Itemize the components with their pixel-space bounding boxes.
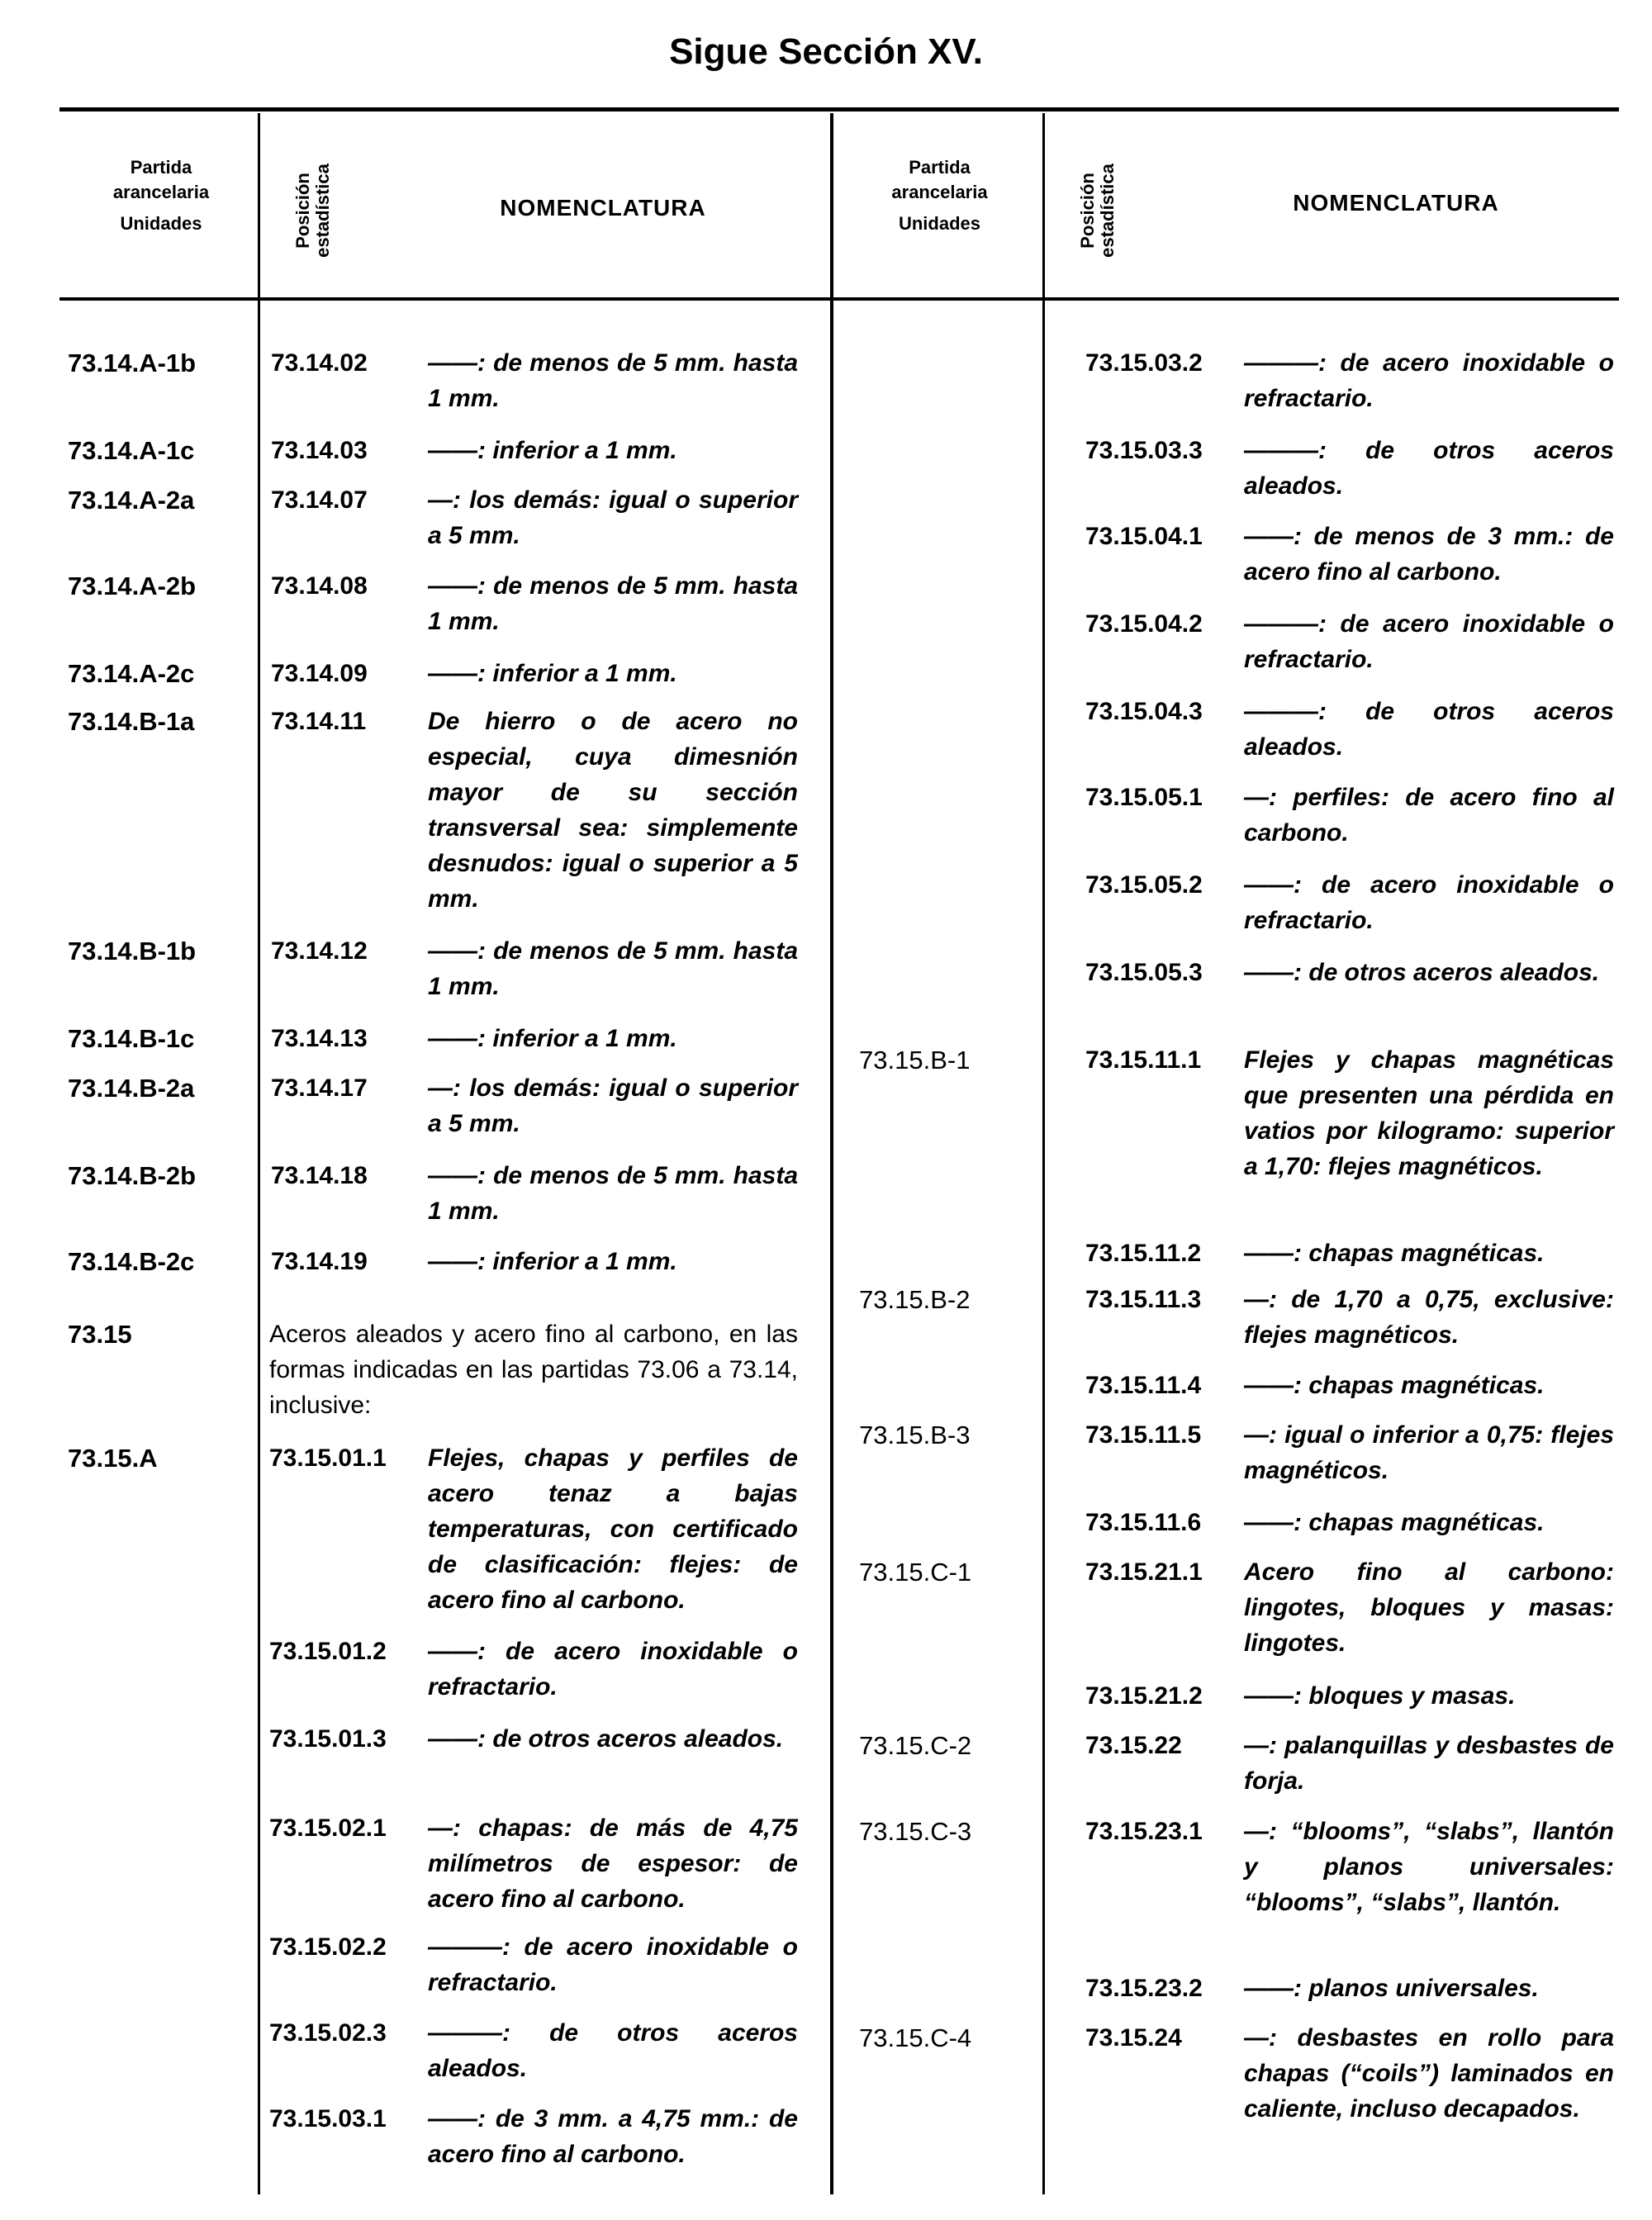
page-title: Sigue Sección XV.	[669, 31, 983, 72]
nomenclatura-cell: ———: de otros aceros aleados.	[1244, 698, 1614, 761]
nomenclatura-cell: —: “blooms”, “slabs”, llantón y planos universales: “blooms”, “slabs”, llantón.	[1244, 1818, 1614, 1916]
nomenclatura-cell: ——: inferior a 1 mm.	[428, 1248, 677, 1275]
nomenclatura-cell: ——: de menos de 5 mm. hasta 1 mm.	[428, 349, 798, 412]
posicion-cell: 73.15.04.2	[1085, 610, 1203, 638]
nomenclatura-cell: De hierro o de acero no especial, cuya dimesnión mayor de su sección transversal sea: simplemente desnudos: igual o superior a 5 mm.	[428, 708, 798, 913]
posicion-cell: 73.14.18	[271, 1162, 368, 1189]
partida-cell: 73.15	[68, 1320, 132, 1349]
center-divider	[830, 113, 833, 2194]
posicion-cell: 73.15.05.3	[1085, 959, 1203, 986]
partida-cell: 73.14.B-2a	[68, 1074, 195, 1103]
posicion-cell: 73.15.21.1	[1085, 1558, 1203, 1586]
nomenclatura-cell: Flejes, chapas y perfiles de acero tenaz a bajas temperaturas, con certificado de clasificación: flejes: de acero fino al carbono.	[428, 1444, 798, 1614]
partida-cell: 73.14.B-1a	[68, 707, 195, 736]
partida-cell: 73.14.A-1c	[68, 436, 195, 465]
partida-cell: 73.15.B-3	[859, 1421, 971, 1449]
nomenclatura-cell: —: desbastes en rollo para chapas (“coils”) laminados en caliente, incluso decapados.	[1244, 2024, 1614, 2123]
partida-cell: 73.14.A-1b	[68, 349, 197, 377]
posicion-cell: 73.14.11	[271, 708, 367, 735]
nomenclatura-cell: ——: de 3 mm. a 4,75 mm.: de acero fino al carbono.	[428, 2105, 798, 2168]
table-top-rule	[59, 107, 1619, 111]
nomenclatura-cell: ——: de acero inoxidable o refractario.	[1244, 871, 1614, 934]
nomenclatura-cell: ——: inferior a 1 mm.	[428, 1025, 677, 1052]
nomenclatura-cell: ——: de acero inoxidable o refractario.	[428, 1638, 798, 1701]
nomenclatura-cell: ——: chapas magnéticas.	[1244, 1372, 1545, 1399]
nomenclatura-cell: Acero fino al carbono: lingotes, bloques y masas: lingotes.	[1244, 1558, 1614, 1657]
posicion-cell: 73.14.13	[271, 1025, 368, 1052]
nomenclatura-cell: —: igual o inferior a 0,75: flejes magnéticos.	[1244, 1421, 1614, 1484]
posicion-cell: 73.15.22	[1085, 1732, 1182, 1759]
posicion-cell: 73.15.05.1	[1085, 784, 1203, 811]
posicion-cell: 73.14.08	[271, 572, 368, 600]
posicion-cell: 73.15.11.5	[1085, 1421, 1202, 1449]
posicion-cell: 73.15.01.2	[269, 1638, 387, 1665]
nomenclatura-cell: ——: inferior a 1 mm.	[428, 437, 677, 464]
posicion-cell: 73.15.11.6	[1085, 1509, 1202, 1536]
partida-cell: 73.14.B-1b	[68, 937, 197, 965]
nomenclatura-cell: ———: de acero inoxidable o refractario.	[1244, 610, 1614, 673]
nomenclatura-cell: ——: de otros aceros aleados.	[1244, 959, 1600, 986]
nomenclatura-cell: ——: inferior a 1 mm.	[428, 660, 677, 687]
posicion-cell: 73.15.02.1	[269, 1814, 387, 1842]
header-bottom-rule	[59, 297, 1619, 301]
header-partida: Partida arancelaria Unidades	[891, 157, 988, 234]
nomenclatura-cell: —: los demás: igual o superior a 5 mm.	[428, 486, 798, 549]
posicion-cell: 73.15.11.3	[1085, 1286, 1202, 1313]
posicion-cell: 73.15.03.3	[1085, 437, 1203, 464]
partida-cell: 73.14.B-2b	[68, 1161, 197, 1190]
partida-cell: 73.15.B-1	[859, 1046, 971, 1074]
nomenclatura-cell: —: perfiles: de acero fino al carbono.	[1244, 784, 1614, 847]
nomenclatura-cell: ——: de menos de 3 mm.: de acero fino al carbono.	[1244, 523, 1614, 586]
partida-cell: 73.15.C-1	[859, 1558, 972, 1587]
posicion-cell: 73.15.02.2	[269, 1933, 387, 1961]
partida-cell: 73.15.C-3	[859, 1817, 972, 1846]
partida-cell: 73.15.A	[68, 1444, 158, 1473]
posicion-cell: 73.14.03	[271, 437, 368, 464]
posicion-cell: 73.15.03.1	[269, 2105, 387, 2132]
posicion-cell: 73.15.04.1	[1085, 523, 1203, 550]
posicion-cell: 73.15.01.3	[269, 1725, 387, 1753]
partida-cell: 73.15.C-2	[859, 1731, 972, 1760]
nomenclatura-cell: Aceros aleados y acero fino al carbono, en las formas indicadas en las partidas 73.06 a 73.14, inclusive:	[269, 1321, 798, 1419]
partida-cell: 73.14.B-1c	[68, 1024, 195, 1053]
posicion-cell: 73.15.05.2	[1085, 871, 1203, 899]
nomenclatura-cell: —: chapas: de más de 4,75 milímetros de espesor: de acero fino al carbono.	[428, 1814, 798, 1913]
nomenclatura-cell: ——: de otros aceros aleados.	[428, 1725, 784, 1753]
posicion-cell: 73.14.17	[271, 1074, 368, 1102]
nomenclatura-cell: —: los demás: igual o superior a 5 mm.	[428, 1074, 798, 1137]
header-nomenclatura: NOMENCLATURA	[1293, 190, 1499, 216]
header-nomenclatura: NOMENCLATURA	[500, 195, 706, 221]
nomenclatura-cell: ——: chapas magnéticas.	[1244, 1509, 1545, 1536]
posicion-cell: 73.15.01.1	[269, 1444, 387, 1472]
posicion-cell: 73.15.02.3	[269, 2019, 387, 2047]
posicion-cell: 73.15.04.3	[1085, 698, 1203, 725]
posicion-cell: 73.14.09	[271, 660, 368, 687]
partida-cell: 73.14.A-2b	[68, 572, 197, 600]
partida-cell: 73.14.A-2a	[68, 486, 195, 515]
posicion-cell: 73.14.12	[271, 937, 368, 965]
nomenclatura-cell: ———: de acero inoxidable o refractario.	[428, 1933, 798, 1996]
column-divider	[258, 113, 260, 2194]
header-posicion: Posición estadística	[292, 164, 333, 258]
posicion-cell: 73.14.02	[271, 349, 368, 377]
posicion-cell: 73.15.11.2	[1085, 1240, 1202, 1267]
nomenclatura-cell: ———: de acero inoxidable o refractario.	[1244, 349, 1614, 412]
nomenclatura-cell: ——: planos universales.	[1244, 1975, 1539, 2002]
header-posicion: Posición estadística	[1077, 164, 1118, 258]
posicion-cell: 73.15.23.2	[1085, 1975, 1203, 2002]
posicion-cell: 73.15.24	[1085, 2024, 1182, 2052]
nomenclatura-cell: ——: de menos de 5 mm. hasta 1 mm.	[428, 572, 798, 635]
nomenclatura-cell: Flejes y chapas magnéticas que presenten una pérdida en vatios por kilogramo: superior a 1,70: flejes magnéticos.	[1244, 1046, 1614, 1180]
nomenclatura-cell: —: de 1,70 a 0,75, exclusive: flejes magnéticos.	[1244, 1286, 1614, 1349]
partida-cell: 73.14.B-2c	[68, 1247, 195, 1276]
posicion-cell: 73.14.07	[271, 486, 368, 514]
header-partida: Partida arancelaria Unidades	[112, 157, 210, 234]
posicion-cell: 73.15.21.2	[1085, 1682, 1203, 1710]
partida-cell: 73.15.B-2	[859, 1285, 971, 1314]
nomenclatura-cell: ——: de menos de 5 mm. hasta 1 mm.	[428, 937, 798, 1000]
nomenclatura-cell: ——: bloques y masas.	[1244, 1682, 1516, 1710]
nomenclatura-cell: ———: de otros aceros aleados.	[1244, 437, 1614, 500]
posicion-cell: 73.15.03.2	[1085, 349, 1203, 377]
partida-cell: 73.14.A-2c	[68, 659, 195, 688]
posicion-cell: 73.15.11.1	[1085, 1046, 1202, 1074]
nomenclatura-cell: —: palanquillas y desbastes de forja.	[1244, 1732, 1614, 1795]
column-divider	[1042, 113, 1045, 2194]
posicion-cell: 73.15.11.4	[1085, 1372, 1202, 1399]
posicion-cell: 73.15.23.1	[1085, 1818, 1203, 1845]
nomenclatura-cell: ———: de otros aceros aleados.	[428, 2019, 798, 2082]
partida-cell: 73.15.C-4	[859, 2023, 972, 2052]
nomenclatura-cell: ——: chapas magnéticas.	[1244, 1240, 1545, 1267]
posicion-cell: 73.14.19	[271, 1248, 368, 1275]
nomenclatura-cell: ——: de menos de 5 mm. hasta 1 mm.	[428, 1162, 798, 1225]
